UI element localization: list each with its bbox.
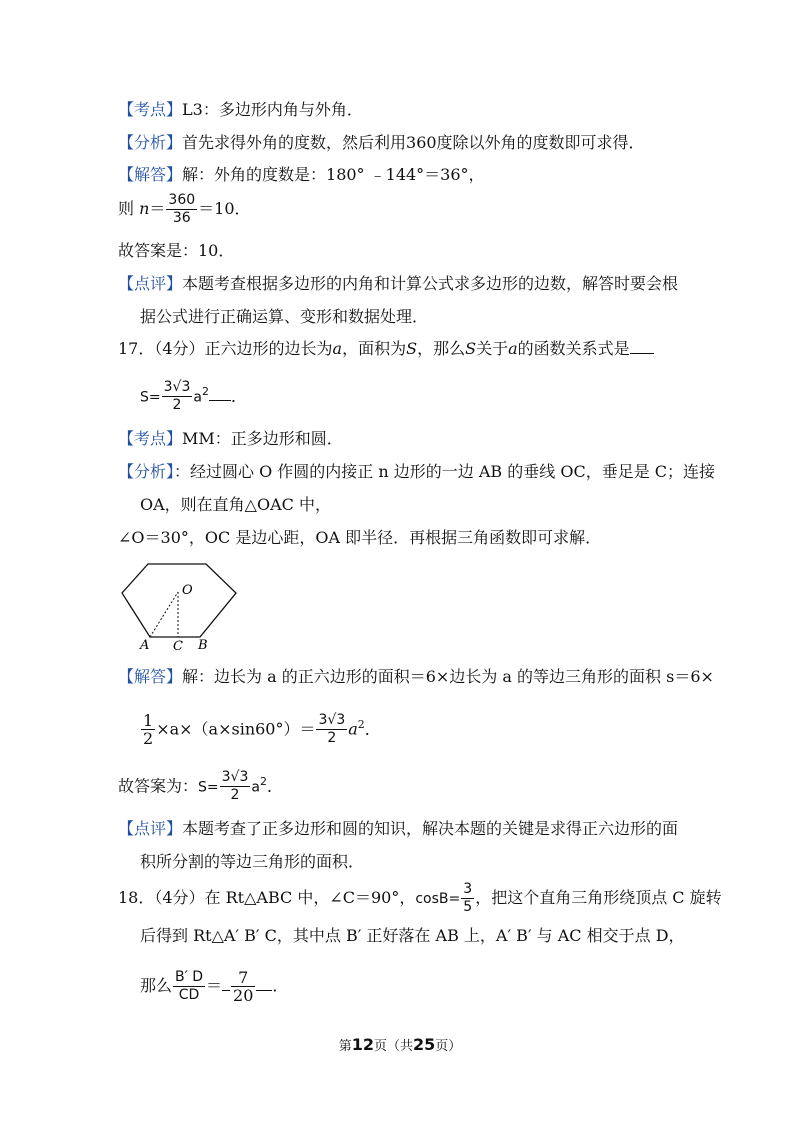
- label-a: A: [140, 638, 150, 652]
- footer-c: 页）: [435, 1039, 462, 1054]
- q17-fenxi-line3: ∠O＝30°，OC 是边心距，OA 即半径．再根据三角函数即可求解．: [118, 528, 602, 547]
- q18-cos-den: 5: [463, 899, 473, 915]
- q16-jieda: [118, 164, 485, 186]
- q18-line1-a: 18．（4分）在 Rt△ABC 中，∠C＝90°，: [118, 888, 416, 907]
- jieda-fraction-half: [141, 712, 155, 747]
- q16-dianping: [118, 273, 678, 295]
- label-b: B: [198, 638, 208, 652]
- q17-ans-num: 3√3: [163, 379, 191, 396]
- label-c: C: [173, 639, 183, 652]
- answer-end: ．: [266, 776, 283, 796]
- half-den: 2: [143, 729, 154, 749]
- dianping-tag: 【点评】: [118, 819, 183, 838]
- q17-var-S1: S: [406, 339, 418, 358]
- q17-kaodian: [118, 428, 343, 450]
- q18-ans-num: 7: [231, 969, 255, 987]
- fenxi-line1: ：经过圆心 O 作圆的内接正 n 边形的一边 AB 的垂线 OC，垂足是 C；连接: [174, 462, 716, 481]
- label-o: O: [182, 583, 193, 598]
- area-exp: 2: [357, 718, 365, 731]
- q17-ans-fraction: [162, 379, 193, 414]
- dianping-line1: 本题考查了正多边形和圆的知识，解决本题的关键是求得正六边形的面: [182, 819, 679, 838]
- area-var: a: [348, 719, 358, 739]
- q17-answer-formula: [140, 372, 247, 417]
- fenxi-text: 首先求得外角的度数，然后利用360度除以外角的度数即可求得．: [182, 133, 645, 152]
- calc-num: 360: [168, 192, 196, 208]
- q17-ans-var: a: [193, 389, 202, 406]
- jieda-line1: 解：边长为 a 的正六边形的面积＝6×边长为 a 的等边三角形的面积 s＝6×: [182, 667, 714, 686]
- q17-stem-3: ，那么: [417, 339, 466, 358]
- q18-ratio-fraction: [173, 969, 205, 1004]
- hexagon-outline: [122, 564, 236, 637]
- q18-line2: 后得到 Rt△A′ B′ C，其中点 B′ 正好落在 AB 上，A′ B′ 与 AC 相交于点 D，: [140, 926, 685, 945]
- q17-blank-start: [630, 339, 654, 354]
- q17-ans-exp: 2: [201, 385, 209, 398]
- q17-jieda: [118, 666, 714, 688]
- q17-var-a1: a: [332, 339, 343, 358]
- area-num: 3√3: [318, 712, 346, 729]
- q17-ans-S: S=: [140, 389, 161, 406]
- radius-oa: [150, 592, 178, 637]
- q18-eq: ＝: [206, 976, 223, 995]
- area-end: ．: [364, 719, 381, 739]
- q17-fenxi: [118, 461, 715, 483]
- answer-exp: 2: [259, 775, 267, 788]
- kaodian-text: L3：多边形内角与外角．: [182, 100, 363, 119]
- answer-S: S=: [198, 779, 219, 796]
- q18-ans-den: 20: [233, 986, 254, 1005]
- q18-cos: cosB=: [415, 891, 461, 907]
- calc-result: ＝10．: [198, 199, 251, 218]
- q17-ans-den: 2: [172, 397, 182, 414]
- answer-fraction: [220, 769, 251, 804]
- q18-line3-end: ．: [272, 976, 289, 995]
- footer-total: 25: [413, 1035, 436, 1054]
- kaodian-tag: 【考点】: [118, 100, 183, 119]
- jieda-tag: 【解答】: [118, 667, 183, 686]
- half-num: 1: [143, 711, 154, 731]
- q17-fenxi-line2: OA，则在直角△OAC 中，: [140, 495, 331, 514]
- jieda-mid: ×a×（a×sin60°）＝: [156, 719, 316, 739]
- calc-var: n: [139, 199, 150, 218]
- q17-var-a2: a: [508, 339, 518, 358]
- calc-eq: ＝: [149, 199, 166, 218]
- fenxi-tag: 【分析】: [118, 462, 175, 481]
- q16-answer: 故答案是：10．: [118, 241, 235, 260]
- calc-fraction: [166, 192, 197, 227]
- jieda-text: 解：外角的度数是：180° ﹣144°＝36°，: [182, 165, 485, 184]
- q17-stem-2: ，面积为: [342, 339, 407, 358]
- hexagon-figure: [118, 562, 242, 652]
- q18-blank-end: [256, 976, 272, 991]
- q17-answer: [118, 762, 283, 807]
- q18-cos-fraction: [461, 881, 474, 916]
- q16-dianping-line2: 据公式进行正确运算、变形和数据处理．: [140, 307, 429, 326]
- footer-b: 页（共: [373, 1039, 413, 1054]
- footer-a: 第: [338, 1039, 352, 1054]
- q18-answer-fraction: [231, 969, 255, 1004]
- fenxi-tag: 【分析】: [118, 133, 183, 152]
- dianping-line1: 本题考查根据多边形的内角和计算公式求多边形的边数，解答时要会根: [182, 274, 679, 293]
- calc-den: 36: [172, 210, 191, 226]
- q18-ratio-num: B′ D: [175, 969, 204, 985]
- q18-cos-num: 3: [463, 881, 473, 897]
- dianping-tag: 【点评】: [118, 274, 183, 293]
- q17-stem: [118, 338, 654, 360]
- q18-line1: [118, 878, 722, 919]
- calc-prefix: 则: [118, 199, 140, 218]
- q16-kaodian: [118, 99, 363, 121]
- q17-blank-end: [209, 386, 231, 401]
- q18-ratio-den: CD: [178, 987, 200, 1003]
- q17-stem-4: 关于: [476, 339, 509, 358]
- q17-dianping-line2: 积所分割的等边三角形的面积．: [140, 852, 365, 871]
- q17-dianping: [118, 818, 678, 840]
- q16-calc: [118, 190, 251, 228]
- q17-stem-1: 17．（4分）正六边形的边长为: [118, 339, 333, 358]
- jieda-tag: 【解答】: [118, 165, 183, 184]
- kaodian-text: MM：正多边形和圆．: [182, 429, 343, 448]
- q18-blank-start: [222, 976, 230, 991]
- q16-fenxi: [118, 132, 645, 154]
- answer-num: 3√3: [221, 769, 249, 786]
- area-den: 2: [327, 730, 337, 747]
- answer-prefix: 故答案为：: [118, 776, 199, 796]
- q17-var-S2: S: [465, 339, 477, 358]
- jieda-fraction-area: [316, 712, 347, 747]
- answer-den: 2: [230, 787, 240, 804]
- q18-line3: [140, 966, 288, 1006]
- q18-line3-a: 那么: [140, 976, 173, 995]
- kaodian-tag: 【考点】: [118, 429, 183, 448]
- answer-var: a: [251, 779, 260, 796]
- q17-jieda-line2: [140, 705, 381, 749]
- footer-page: 12: [351, 1035, 374, 1054]
- q18-line1-b: ，把这个直角三角形绕顶点 C 旋转: [475, 888, 722, 907]
- page-footer: [0, 1035, 800, 1054]
- q17-ans-end: ．: [230, 386, 247, 406]
- q17-stem-5: 的函数关系式是: [517, 339, 630, 358]
